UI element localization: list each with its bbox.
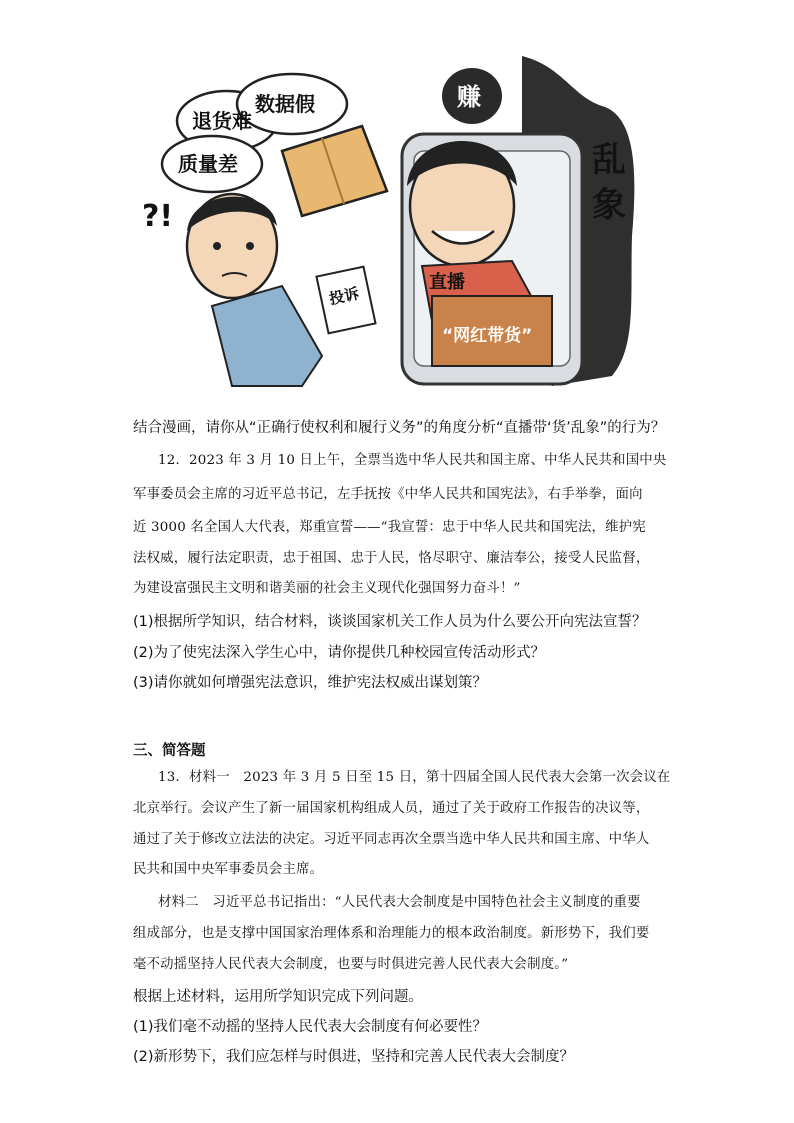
q12-question-2: (2)为了使宪法深入学生心中，请你提供几种校园宣传活动形式？ (133, 645, 546, 661)
cartoon-illustration (132, 56, 637, 391)
q12-line-3: 法权威，履行法定职责，忠于祖国、忠于人民，恪尽职守、廉洁奉公，接受人民监督， (133, 551, 650, 566)
consumer-eye-right (246, 242, 254, 250)
q12-line-0: 12．2023 年 3 月 10 日上午，全票当选中华人民共和国主席、中华人民共和国中央 (158, 453, 667, 468)
q13-material1-line-2: 通过了关于修改立法法的决定。习近平同志再次全票当选中华人民共和国主席、中华人 (133, 832, 650, 847)
consumer-body (212, 286, 322, 386)
product-box (282, 126, 387, 216)
q12-line-1: 军事委员会主席的习近平总书记，左手抚按《中华人民共和国宪法》，右手举拳，面向 (133, 487, 643, 502)
consumer-eye-left (213, 242, 221, 250)
q13-instruction: 根据上述材料，运用所学知识完成下列问题。 (133, 989, 423, 1005)
q13-material1-line-3: 民共和国中央军事委员会主席。 (133, 862, 324, 877)
q12-question-3: (3)请你就如何增强宪法意识，维护宪法权威出谋划策？ (133, 675, 488, 691)
q12-question-1: (1)根据所学知识，结合材料，谈谈国家机关工作人员为什么要公开向宪法宣誓？ (133, 614, 647, 630)
q13-question-2: (2)新形势下，我们应怎样与时俱进，坚持和完善人民代表大会制度？ (133, 1049, 575, 1065)
bubble-text-0: 退货难 (192, 109, 252, 133)
q11-prompt: 结合漫画，请你从“正确行使权利和履行义务”的角度分析“直播带‘货’乱象”的行为？ (133, 420, 666, 436)
section-heading: 三、简答题 (133, 743, 206, 759)
q13-question-1: (1)我们毫不动摇的坚持人民代表大会制度有何必要性？ (133, 1019, 488, 1035)
phone-side-text-top: 乱 (592, 140, 626, 180)
q13-material2-line-2: 毫不动摇坚持人民代表大会制度，也要与时俱进完善人民代表大会制度。” (133, 957, 569, 972)
bubble-text-1: 数据假 (255, 92, 315, 116)
think-bubble-text: 赚 (457, 83, 481, 111)
bubble-text-2: 质量差 (178, 152, 238, 176)
q13-material2-line-0: 材料二 习近平总书记指出：“人民代表大会制度是中国特色社会主义制度的重要 (158, 895, 641, 910)
q13-material1-line-0: 13．材料一 2023 年 3 月 5 日至 15 日，第十四届全国人民代表大会第一次会议在 (158, 770, 671, 785)
q13-material1-line-1: 北京举行。会议产生了新一届国家机构组成人员，通过了关于政府工作报告的决议等， (133, 801, 650, 816)
q12-line-4: 为建设富强民主文明和谐美丽的社会主义现代化强国努力奋斗！” (133, 581, 521, 596)
complaint-paper-text: 投诉 (327, 284, 361, 309)
q13-material2-line-1: 组成部分，也是支撑中国国家治理体系和治理能力的根本政治制度。新形势下，我们要 (133, 926, 650, 941)
sign-text: “网红带货” (442, 326, 533, 346)
phone-side-text-bottom: 象 (592, 185, 626, 225)
q12-line-2: 近 3000 名全国人大代表，郑重宣誓——“我宣誓：忠于中华人民共和国宪法，维护宪 (133, 520, 646, 535)
question-exclaim-marks: ?! (142, 199, 174, 234)
live-label: 直播 (429, 272, 465, 293)
